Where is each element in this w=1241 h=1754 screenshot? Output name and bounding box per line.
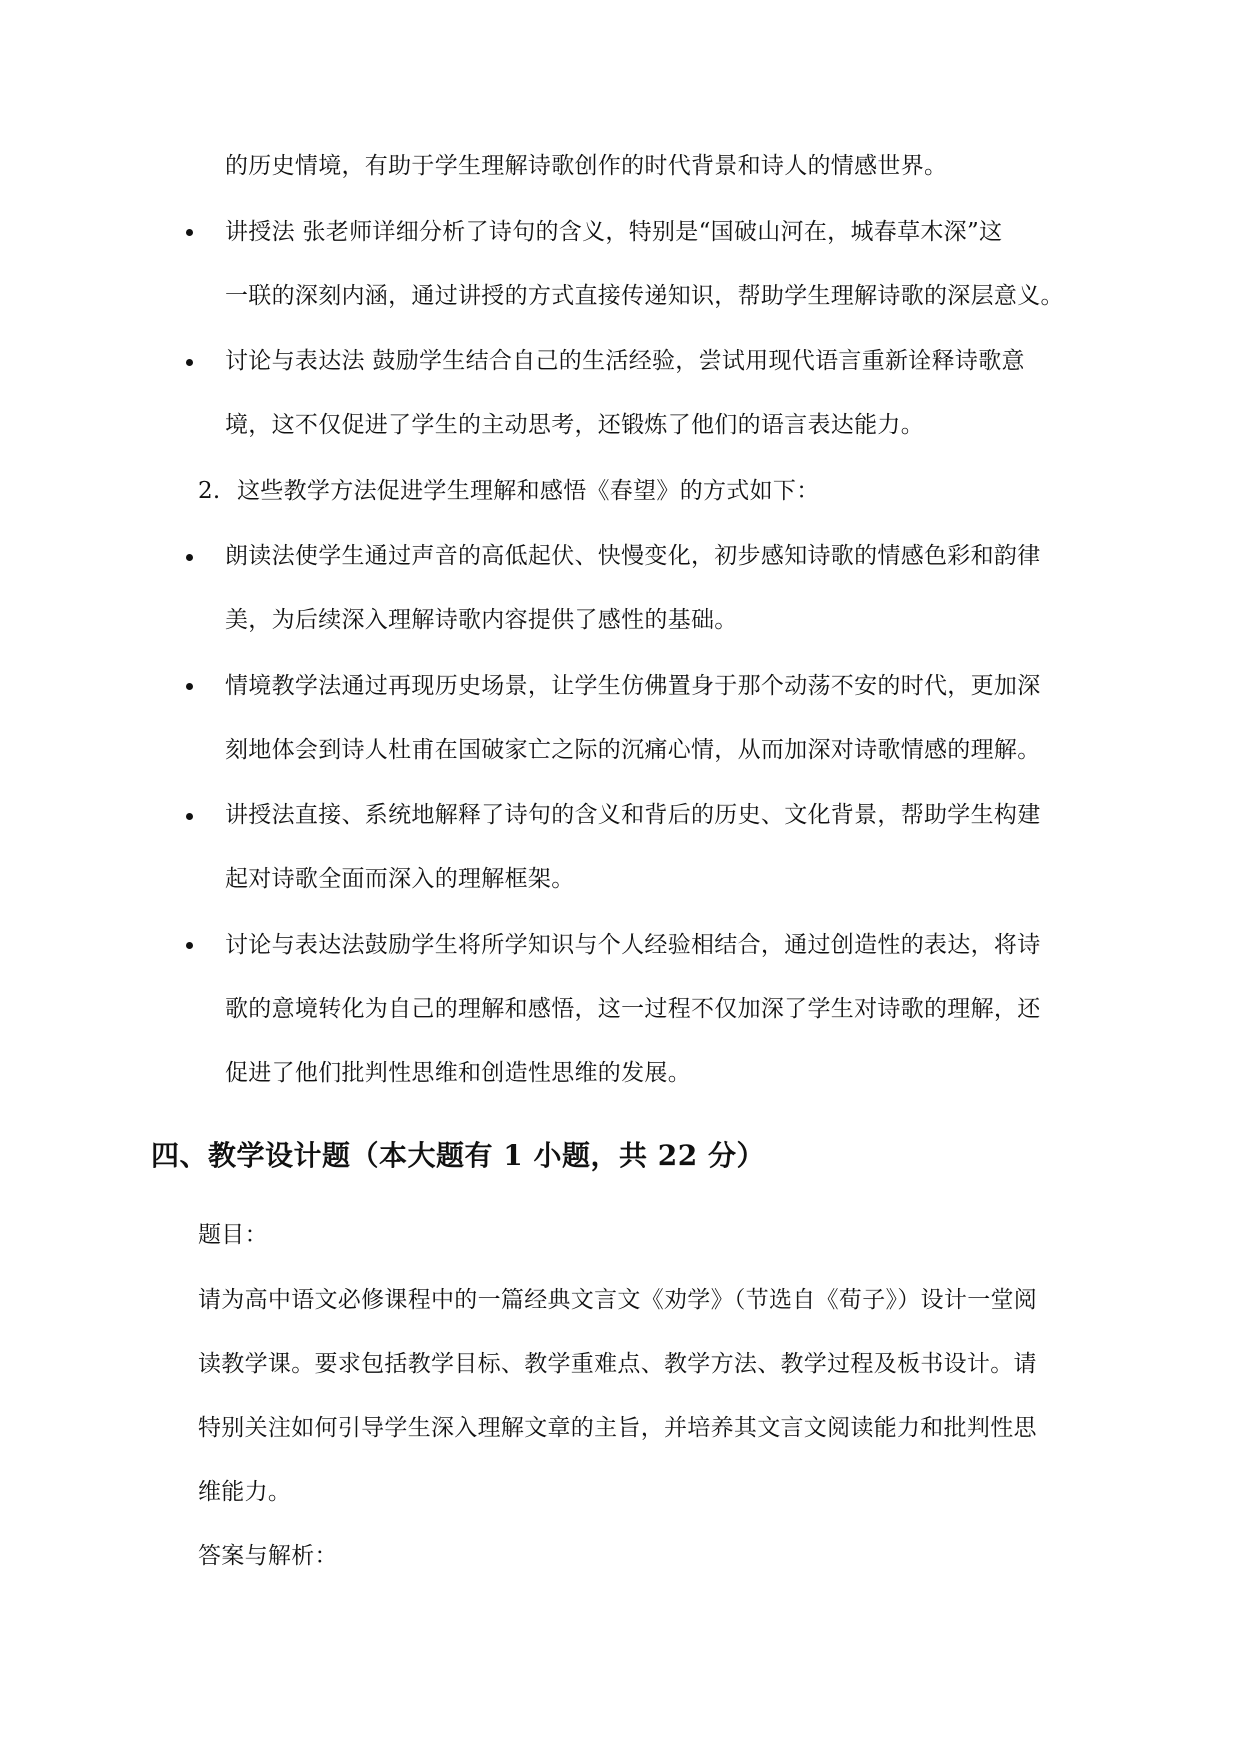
effect-item-line: 歌的意境转化为自己的理解和感悟，这一过程不仅加深了学生对诗歌的理解，还 (225, 996, 1041, 1022)
question-text-line: 维能力。 (198, 1479, 292, 1505)
question-text-line: 读教学课。要求包括教学目标、教学重难点、教学方法、教学过程及板书设计。请 (198, 1351, 1037, 1377)
question-text-line: 特别关注如何引导学生深入理解文章的主旨，并培养其文言文阅读能力和批判性思 (198, 1415, 1037, 1441)
effect-item-line: 讨论与表达法鼓励学生将所学知识与个人经验相结合，通过创造性的表达，将诗 (225, 932, 1041, 958)
numbered-item-text: 这些教学方法促进学生理解和感悟《春望》的方式如下： (237, 478, 820, 504)
bullet-icon (186, 554, 193, 561)
bullet-icon (186, 813, 193, 820)
section-heading: 四、教学设计题（本大题有 1 小题，共 22 分） (151, 1139, 765, 1172)
bullet-icon (186, 942, 193, 949)
numbered-item-number: 2. (198, 478, 221, 504)
method-item-line: 境，这不仅促进了学生的主动思考，还锻炼了他们的语言表达能力。 (225, 412, 924, 438)
effect-item-line: 美，为后续深入理解诗歌内容提供了感性的基础。 (225, 607, 738, 633)
effect-item-line: 朗读法使学生通过声音的高低起伏、快慢变化，初步感知诗歌的情感色彩和韵律 (225, 543, 1041, 569)
method-item-line: 讨论与表达法 鼓励学生结合自己的生活经验，尝试用现代语言重新诠释诗歌意 (225, 348, 1025, 374)
answer-label: 答案与解析： (198, 1543, 338, 1569)
question-text-line: 请为高中语文必修课程中的一篇经典文言文《劝学》（节选自《荀子》）设计一堂阅 (198, 1287, 1038, 1313)
question-label: 题目： (198, 1222, 268, 1248)
method-item-line: 一联的深刻内涵，通过讲授的方式直接传递知识，帮助学生理解诗歌的深层意义。 (225, 283, 1064, 309)
effect-item-line: 情境教学法通过再现历史场景，让学生仿佛置身于那个动荡不安的时代，更加深 (225, 673, 1041, 699)
method-item-line: 讲授法 张老师详细分析了诗句的含义，特别是“国破山河在，城春草木深”这 (225, 219, 1003, 245)
effect-item-line: 刻地体会到诗人杜甫在国破家亡之际的沉痛心情，从而加深对诗歌情感的理解。 (225, 737, 1041, 763)
bullet-icon (186, 359, 193, 366)
bullet-icon (186, 229, 193, 236)
bullet-icon (186, 683, 193, 690)
effect-item-line: 促进了他们批判性思维和创造性思维的发展。 (225, 1060, 691, 1086)
effect-item-line: 起对诗歌全面而深入的理解框架。 (225, 866, 575, 892)
continuation-line: 的历史情境，有助于学生理解诗歌创作的时代背景和诗人的情感世界。 (225, 153, 948, 179)
effect-item-line: 讲授法直接、系统地解释了诗句的含义和背后的历史、文化背景，帮助学生构建 (225, 802, 1041, 828)
